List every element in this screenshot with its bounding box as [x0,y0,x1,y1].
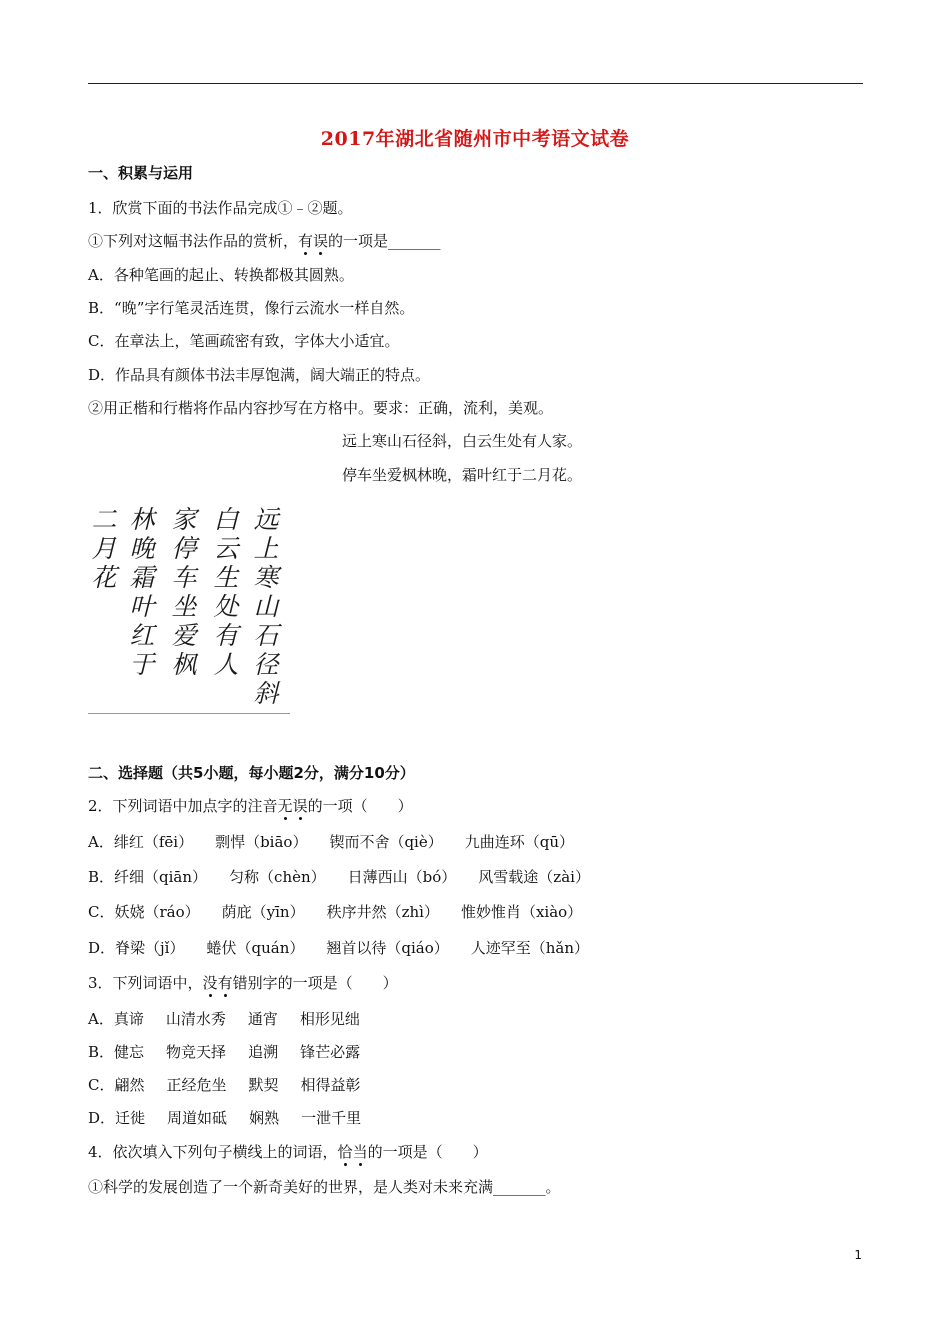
calligraphy-char: 人 [213,650,239,679]
calligraphy-char: 枫 [171,650,197,679]
poem-line-2: 停车坐爱枫林晚，霜叶红于二月花。 [342,466,583,484]
emphasis-char: 当 [352,1143,368,1161]
calligraphy-char: 家 [171,505,197,534]
question-2-stem: 2．下列词语中加点字的注音无误的一项（ ） [88,797,413,815]
question-3-stem: 3．下列词语中，没有错别字的一项是（ ） [88,974,398,992]
q3-option-b: B．健忘 物竞天择 追溯 锋芒必露 [88,1043,361,1061]
q3-option-c: C．翩然 正经危坐 默契 相得益彰 [88,1076,361,1094]
calligraphy-char: 径 [253,650,279,679]
header-rule [88,83,863,84]
emphasis-char: 误 [292,797,308,815]
calligraphy-char: 白 [213,505,239,534]
section-heading: 二、选择题（共5小题，每小题2分，满分10分） [88,764,415,782]
section-heading: 一、积累与运用 [88,164,194,182]
q2-option-c: C．妖娆（ráo） 荫庇（yīn） 秩序井然（zhì） 惟妙惟肖（xiào） [88,903,583,921]
calligraphy-char: 月 [91,534,117,563]
q2-option-a: A．绯红（fēi） 剽悍（biāo） 锲而不舍（qiè） 九曲连环（qū） [88,833,574,851]
calligraphy-char: 远 [253,505,279,534]
calligraphy-char: 处 [213,592,239,621]
calligraphy-char: 车 [171,563,197,592]
calligraphy-char: 有 [213,621,239,650]
option-a: A．各种笔画的起止、转换都极其圆熟。 [88,266,354,284]
emphasis-char: 无 [277,797,293,815]
option-b: B．“晚”字行笔灵活连贯，像行云流水一样自然。 [88,299,415,317]
calligraphy-char: 叶 [129,592,155,621]
calligraphy-char: 山 [253,592,279,621]
q2-option-b: B．纤细（qiān） 匀称（chèn） 日薄西山（bó） 风雪载途（zài） [88,868,590,886]
question-4-stem: 4．依次填入下列句子横线上的词语，恰当的一项是（ ） [88,1143,488,1161]
calligraphy-char: 霜 [129,563,155,592]
poem-line-1: 远上寒山石径斜，白云生处有人家。 [342,432,583,450]
calligraphy-artwork [88,494,290,714]
page-number: 1 [854,1248,862,1262]
calligraphy-char: 云 [213,534,239,563]
calligraphy-char: 斜 [253,679,279,708]
q3-option-d: D．迁徙 周道如砥 娴熟 一泄千里 [88,1109,362,1127]
emphasis-char: 恰 [337,1143,353,1161]
q2-option-d: D．脊梁（jǐ） 蜷伏（quán） 翘首以待（qiáo） 人迹罕至（hǎn） [88,939,589,957]
question-1-sub-2: ②用正楷和行楷将作品内容抄写在方格中。要求：正确，流利，美观。 [88,399,554,417]
emphasis-char: 有 [298,232,314,250]
calligraphy-char: 花 [91,563,117,592]
calligraphy-image [88,494,290,714]
calligraphy-char: 生 [213,563,239,592]
calligraphy-char: 石 [253,621,279,650]
emphasis-char: 有 [217,974,233,992]
emphasis-char: 误 [313,232,329,250]
question-1-sub-1: ①下列对这幅书法作品的赏析，有误的一项是_______ [88,232,441,250]
option-c: C．在章法上，笔画疏密有致，字体大小适宜。 [88,332,400,350]
calligraphy-char: 上 [253,534,279,563]
calligraphy-char: 于 [129,650,155,679]
calligraphy-char: 二 [91,505,117,534]
question-1-stem: 1．欣赏下面的书法作品完成①﹣②题。 [88,199,353,217]
calligraphy-char: 爱 [171,621,197,650]
calligraphy-char: 停 [171,534,197,563]
calligraphy-char: 坐 [171,592,197,621]
emphasis-char: 没 [202,974,218,992]
page-title: 2017年湖北省随州市中考语文试卷 [320,128,630,150]
q3-option-a: A．真谛 山清水秀 通宵 相形见绌 [88,1010,360,1028]
calligraphy-char: 寒 [253,563,279,592]
calligraphy-char: 红 [129,621,155,650]
question-4-sub-1: ①科学的发展创造了一个新奇美好的世界，是人类对未来充满_______。 [88,1178,561,1196]
calligraphy-baseline [88,713,290,714]
option-d: D．作品具有颜体书法丰厚饱满，阔大端正的特点。 [88,366,431,384]
calligraphy-char: 林 [129,505,155,534]
calligraphy-char: 晚 [129,534,155,563]
